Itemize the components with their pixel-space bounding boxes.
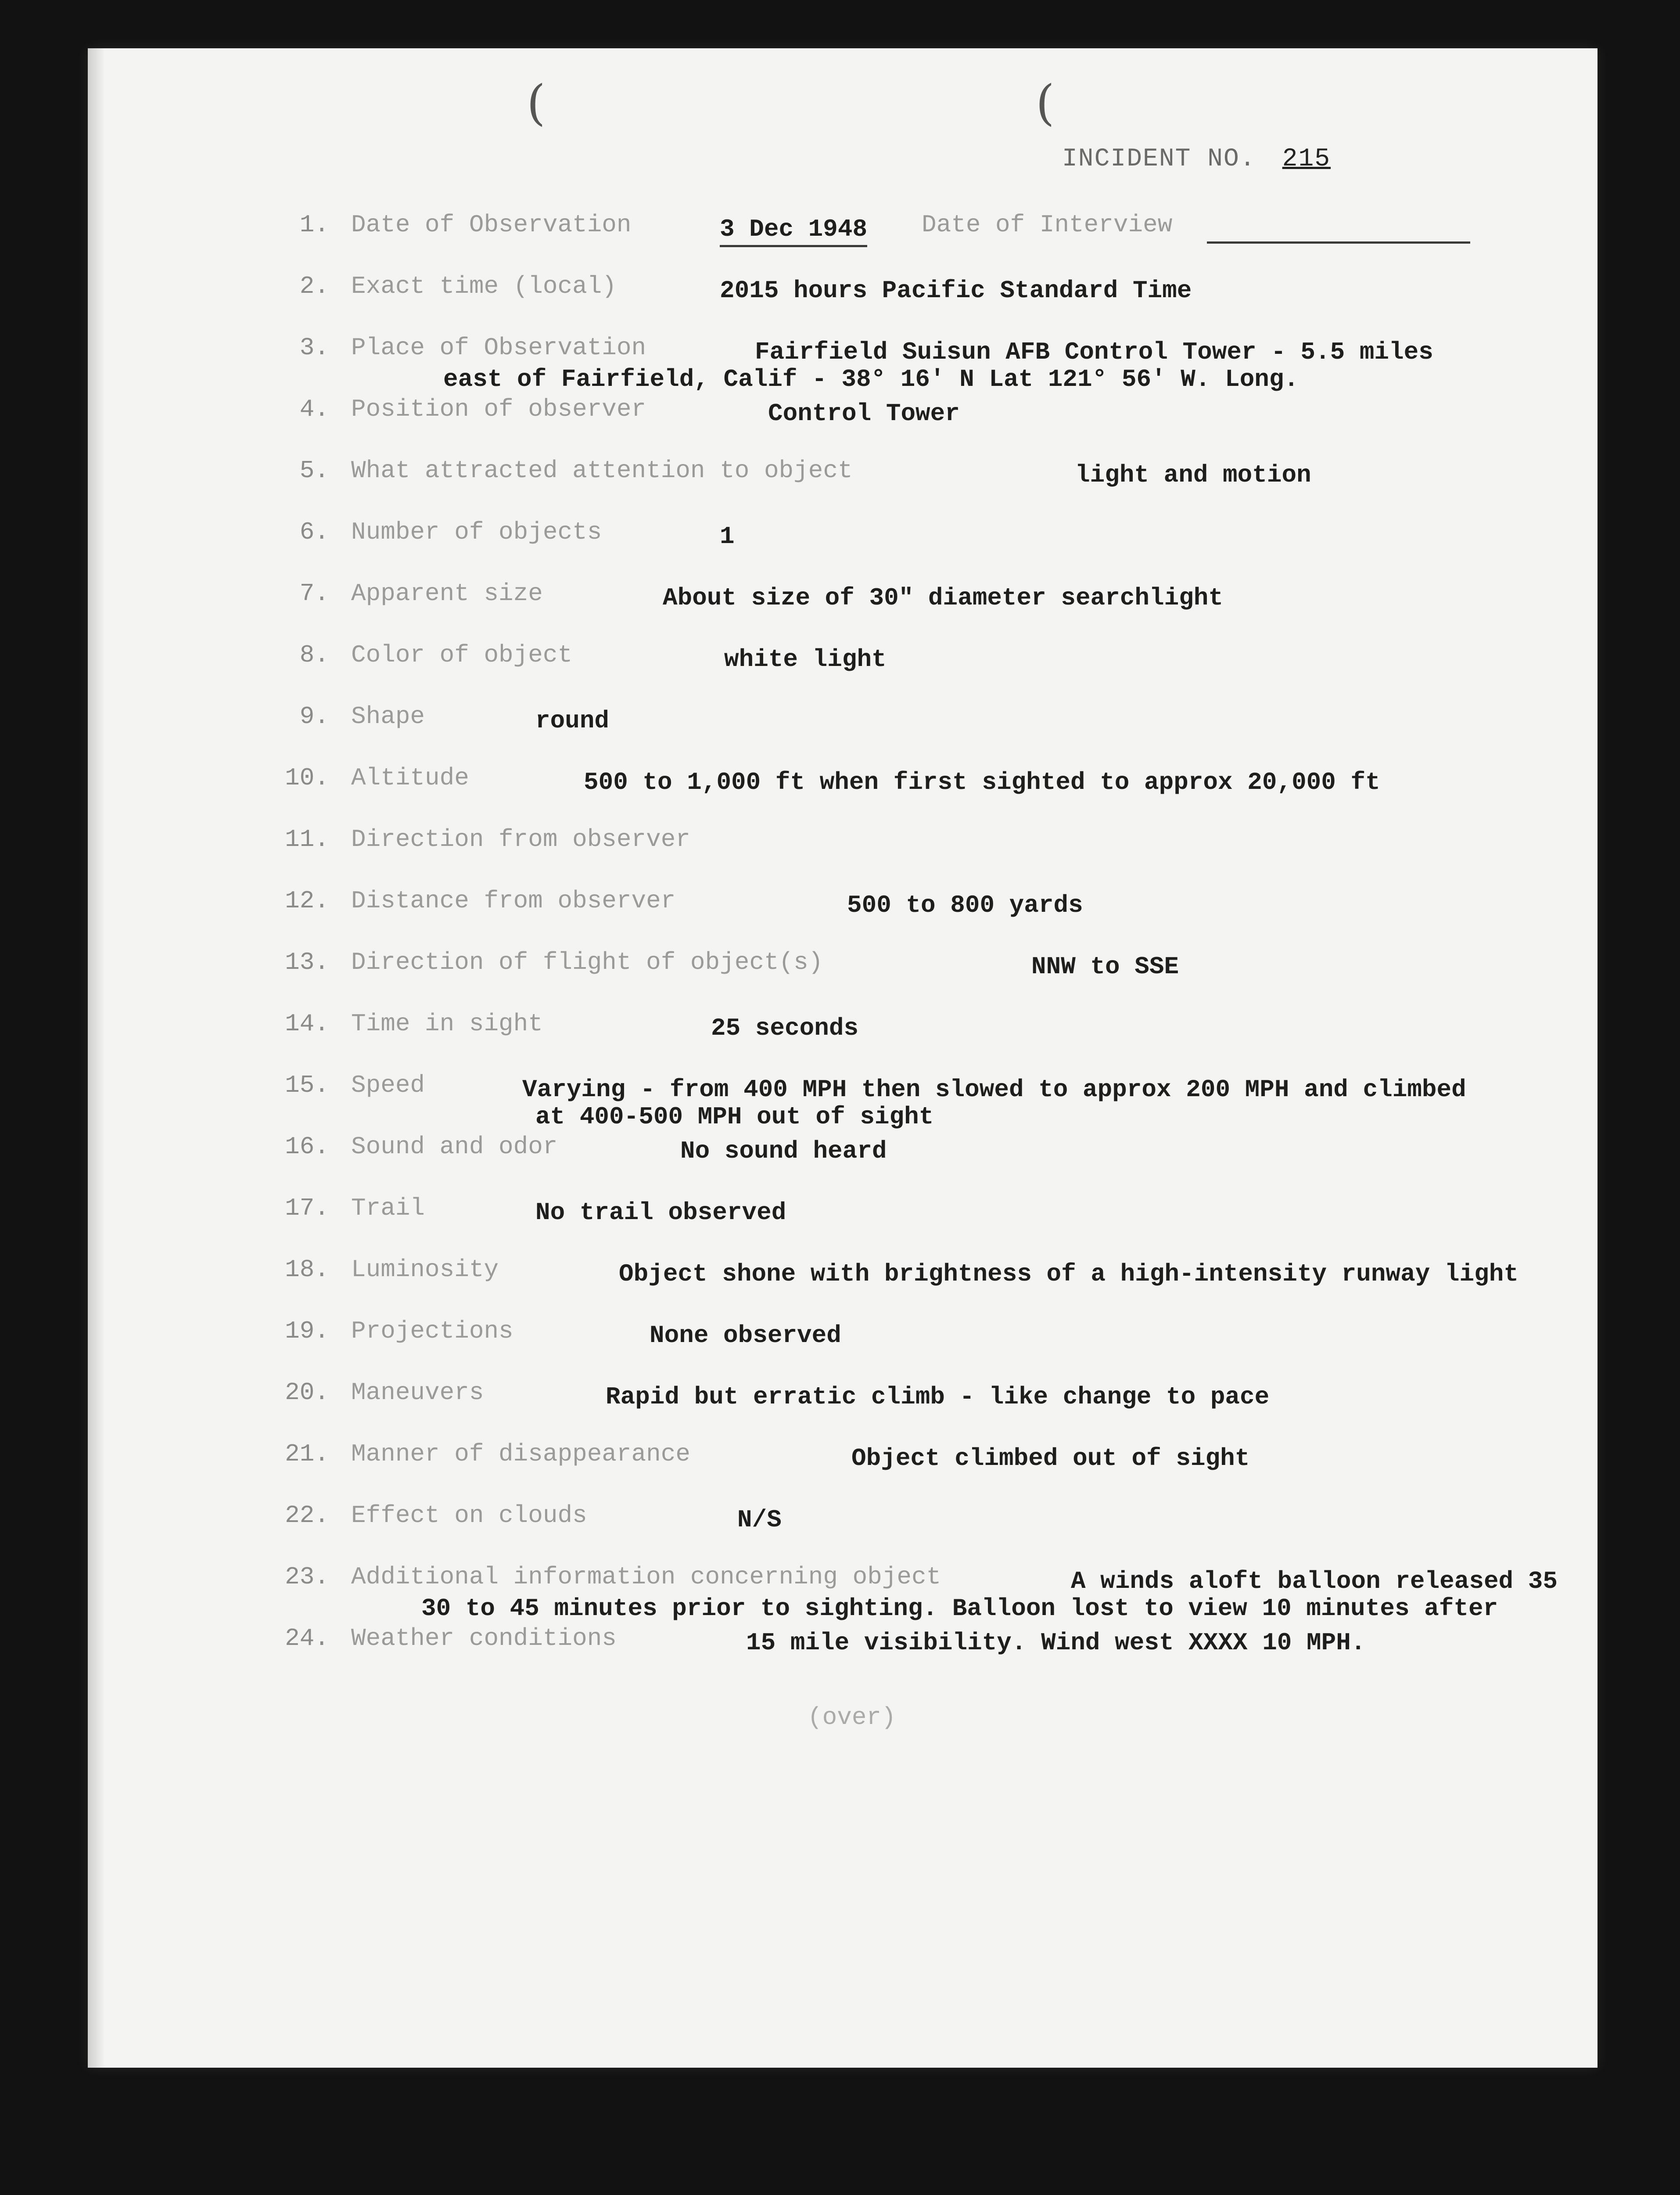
item-label: Distance from observer [351,887,676,915]
incident-header [1062,145,1331,173]
form-item-12 [263,887,1580,944]
item-number: 18. [285,1256,329,1284]
item-answer: Varying - from 400 MPH then slowed to approx 200 MPH and climbed [522,1076,1466,1104]
form-item-5 [263,457,1580,514]
form-item-14 [263,1010,1580,1067]
item-answer: Rapid but erratic climb - like change to pace [606,1383,1270,1411]
item-label: Direction of flight of object(s) [351,948,823,976]
item-answer: white light [724,645,887,673]
form-item-18 [263,1256,1580,1313]
item-answer-continued: east of Fairfield, Calif - 38° 16' N Lat 121° 56' W. Long. [443,365,1299,393]
item-label: Date of Observation [351,211,632,239]
item-number: 10. [285,764,329,792]
form-item-2 [263,272,1580,329]
item-label: Apparent size [351,579,543,608]
item-number: 19. [285,1317,329,1345]
item-answer: Control Tower [768,399,960,428]
interview-date-blank [1207,241,1470,244]
item-number: 14. [285,1010,329,1038]
punch-mark-right: ( [1036,75,1055,131]
item-answer: No trail observed [535,1198,786,1227]
item-number: 16. [285,1133,329,1161]
item-label: Trail [351,1194,425,1222]
item-label: Exact time (local) [351,272,617,300]
item-number: 3. [299,334,329,362]
item-label: Luminosity [351,1256,499,1284]
item-label: Weather conditions [351,1624,617,1652]
punch-mark-left: ( [527,75,546,131]
item-answer: Object climbed out of sight [851,1444,1250,1472]
item-label: Direction from observer [351,825,690,853]
item-number: 17. [285,1194,329,1222]
form-item-22 [263,1501,1580,1558]
item-number: 4. [299,395,329,423]
form-item-10 [263,764,1580,821]
form-item-13 [263,948,1580,1005]
item-number: 13. [285,948,329,976]
incident-number: 215 [1282,145,1331,173]
item-answer: A winds aloft balloon released 35 [1071,1567,1558,1595]
item-number: 8. [299,641,329,669]
item-number: 1. [299,211,329,239]
item-number: 21. [285,1440,329,1468]
item-label: Number of objects [351,518,602,546]
item-answer: No sound heard [680,1137,887,1165]
form-item-3 [263,334,1580,391]
item-label: Altitude [351,764,469,792]
item-label: Effect on clouds [351,1501,587,1529]
form-item-19 [263,1317,1580,1374]
form-item-7 [263,579,1580,637]
item-answer: 3 Dec 1948 [720,215,867,247]
item-label: Projections [351,1317,513,1345]
item-label: Position of observer [351,395,646,423]
item-label: Sound and odor [351,1133,558,1161]
item-number: 23. [285,1563,329,1591]
item-answer: 15 mile visibility. Wind west XXXX 10 MPH. [746,1629,1366,1657]
item-answer: light and motion [1075,461,1311,489]
item-label: Color of object [351,641,573,669]
item-answer: 500 to 800 yards [847,891,1083,919]
item-answer: Fairfield Suisun AFB Control Tower - 5.5 miles [755,338,1433,366]
item-label: Time in sight [351,1010,543,1038]
item-answer: round [535,707,610,735]
form-item-9 [263,702,1580,759]
form-item-4 [263,395,1580,452]
item-number: 6. [299,518,329,546]
item-number: 7. [299,579,329,608]
page-edge-shadow [88,48,105,2068]
item-label: Manner of disappearance [351,1440,690,1468]
form-item-1 [263,211,1580,268]
item-answer: NNW to SSE [1031,953,1179,981]
form-item-21 [263,1440,1580,1497]
item-answer: 500 to 1,000 ft when first sighted to approx 20,000 ft [584,768,1380,796]
item-number: 22. [285,1501,329,1529]
form-item-16 [263,1133,1580,1190]
item-number: 20. [285,1378,329,1407]
item-label: Shape [351,702,425,730]
item-answer: N/S [737,1506,782,1534]
item-answer: None observed [650,1321,841,1349]
form-item-11 [263,825,1580,882]
item-label: Place of Observation [351,334,646,362]
item-answer-continued: at 400-500 MPH out of sight [535,1103,934,1131]
interview-date-label: Date of Interview [922,211,1173,239]
item-number: 12. [285,887,329,915]
item-answer-continued: 30 to 45 minutes prior to sighting. Balloon lost to view 10 minutes after [421,1594,1498,1623]
form-item-6 [263,518,1580,575]
form-item-15 [263,1071,1580,1131]
incident-label: INCIDENT NO. [1062,145,1256,173]
item-number: 15. [285,1071,329,1099]
item-answer: 2015 hours Pacific Standard Time [720,277,1192,305]
form-item-8 [263,641,1580,698]
item-number: 24. [285,1624,329,1652]
form-item-20 [263,1378,1580,1436]
over-note: (over) [808,1703,896,1731]
item-number: 2. [299,272,329,300]
item-label: Additional information concerning object [351,1563,941,1591]
item-answer: Object shone with brightness of a high-intensity runway light [619,1260,1518,1288]
item-number: 11. [285,825,329,853]
form-item-17 [263,1194,1580,1251]
item-label: Maneuvers [351,1378,484,1407]
item-number: 5. [299,457,329,485]
form-item-23 [263,1563,1580,1623]
item-answer: 1 [720,522,735,551]
item-label: What attracted attention to object [351,457,853,485]
item-answer: About size of 30" diameter searchlight [663,584,1224,612]
form-item-24 [263,1624,1580,1681]
item-label: Speed [351,1071,425,1099]
item-number: 9. [299,702,329,730]
item-answer: 25 seconds [711,1014,859,1042]
